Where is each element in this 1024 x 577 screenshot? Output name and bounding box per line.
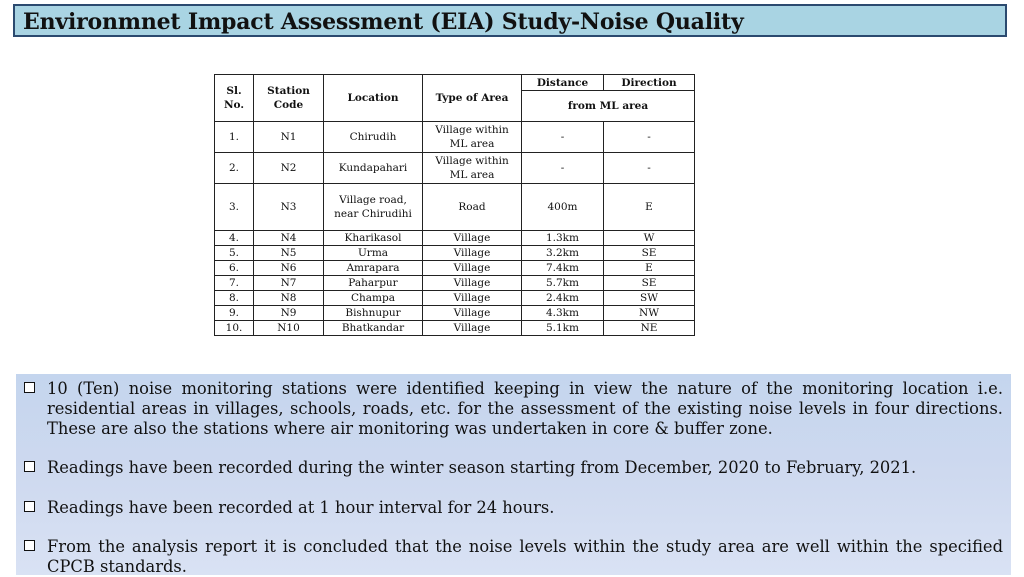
cell-station-code: N5 [254,246,324,261]
header-sl-no: Sl. No. [215,75,254,122]
cell-station-code: N4 [254,231,324,246]
cell-location: Amrapara [324,261,423,276]
cell-sl-no: 2. [215,153,254,184]
cell-type-of-area: Village [423,306,522,321]
cell-station-code: N7 [254,276,324,291]
cell-distance: 2.4km [522,291,604,306]
cell-direction: SW [604,291,695,306]
cell-type-of-area: Village within ML area [423,122,522,153]
cell-sl-no: 10. [215,321,254,336]
cell-type-of-area: Road [423,184,522,231]
cell-distance: 4.3km [522,306,604,321]
cell-sl-no: 7. [215,276,254,291]
cell-direction: NW [604,306,695,321]
cell-type-of-area: Village [423,291,522,306]
table-row [215,306,695,321]
cell-direction: E [604,184,695,231]
cell-sl-no: 9. [215,306,254,321]
cell-type-of-area: Village [423,276,522,291]
cell-type-of-area: Village [423,321,522,336]
note-text: From the analysis report it is concluded that the noise levels within the study area are well within the specified CPCB standards. [47,537,1003,576]
checkbox-bullet-icon [24,540,35,551]
checkbox-bullet-icon [24,461,35,472]
table-row [215,321,695,336]
note-text: Readings have been recorded at 1 hour interval for 24 hours. [47,498,555,517]
table-row [215,122,695,153]
cell-station-code: N2 [254,153,324,184]
header-direction: Direction [604,75,695,91]
cell-type-of-area: Village [423,246,522,261]
table-row [215,231,695,246]
table-row [215,153,695,184]
cell-location: Chirudih [324,122,423,153]
checkbox-bullet-icon [24,382,35,393]
cell-distance: - [522,153,604,184]
table-row [215,291,695,306]
cell-distance: 7.4km [522,261,604,276]
noise-stations-table [214,74,695,336]
cell-sl-no: 1. [215,122,254,153]
table-row [215,246,695,261]
cell-distance: 3.2km [522,246,604,261]
cell-direction: NE [604,321,695,336]
cell-location: Paharpur [324,276,423,291]
cell-station-code: N8 [254,291,324,306]
table-row [215,261,695,276]
cell-location: Urma [324,246,423,261]
header-distance: Distance [522,75,604,91]
cell-location: Bishnupur [324,306,423,321]
note-text: 10 (Ten) noise monitoring stations were identified keeping in view the nature of the monitoring location i.e. residential areas in villages, schools, roads, etc. for the assessment of the existing noise levels in four directions. These are also the stations where air monitoring was undertaken in core & buffer zone. [47,379,1003,438]
cell-direction: - [604,153,695,184]
header-from-ml-area: from ML area [522,91,695,122]
cell-location: Kharikasol [324,231,423,246]
page-title: Environmnet Impact Assessment (EIA) Study-Noise Quality [23,9,744,35]
cell-location: Bhatkandar [324,321,423,336]
cell-station-code: N1 [254,122,324,153]
cell-distance: 5.1km [522,321,604,336]
cell-distance: 400m [522,184,604,231]
cell-sl-no: 3. [215,184,254,231]
cell-type-of-area: Village within ML area [423,153,522,184]
cell-direction: SE [604,276,695,291]
cell-station-code: N10 [254,321,324,336]
table-body [215,122,695,336]
cell-sl-no: 6. [215,261,254,276]
cell-sl-no: 4. [215,231,254,246]
cell-direction: - [604,122,695,153]
table-row [215,184,695,231]
cell-direction: W [604,231,695,246]
cell-distance: - [522,122,604,153]
header-type-of-area: Type of Area [423,75,522,122]
header-station-code: Station Code [254,75,324,122]
cell-station-code: N3 [254,184,324,231]
cell-type-of-area: Village [423,261,522,276]
cell-distance: 1.3km [522,231,604,246]
header-location: Location [324,75,423,122]
checkbox-bullet-icon [24,501,35,512]
cell-station-code: N9 [254,306,324,321]
table-row [215,276,695,291]
cell-direction: E [604,261,695,276]
cell-sl-no: 5. [215,246,254,261]
notes-panel [16,374,1011,575]
cell-station-code: N6 [254,261,324,276]
note-text: Readings have been recorded during the winter season starting from December, 2020 to February, 2021. [47,458,917,477]
cell-distance: 5.7km [522,276,604,291]
cell-location: Village road, near Chirudihi [324,184,423,231]
cell-location: Kundapahari [324,153,423,184]
cell-type-of-area: Village [423,231,522,246]
cell-direction: SE [604,246,695,261]
cell-location: Champa [324,291,423,306]
cell-sl-no: 8. [215,291,254,306]
title-banner [13,4,1007,37]
